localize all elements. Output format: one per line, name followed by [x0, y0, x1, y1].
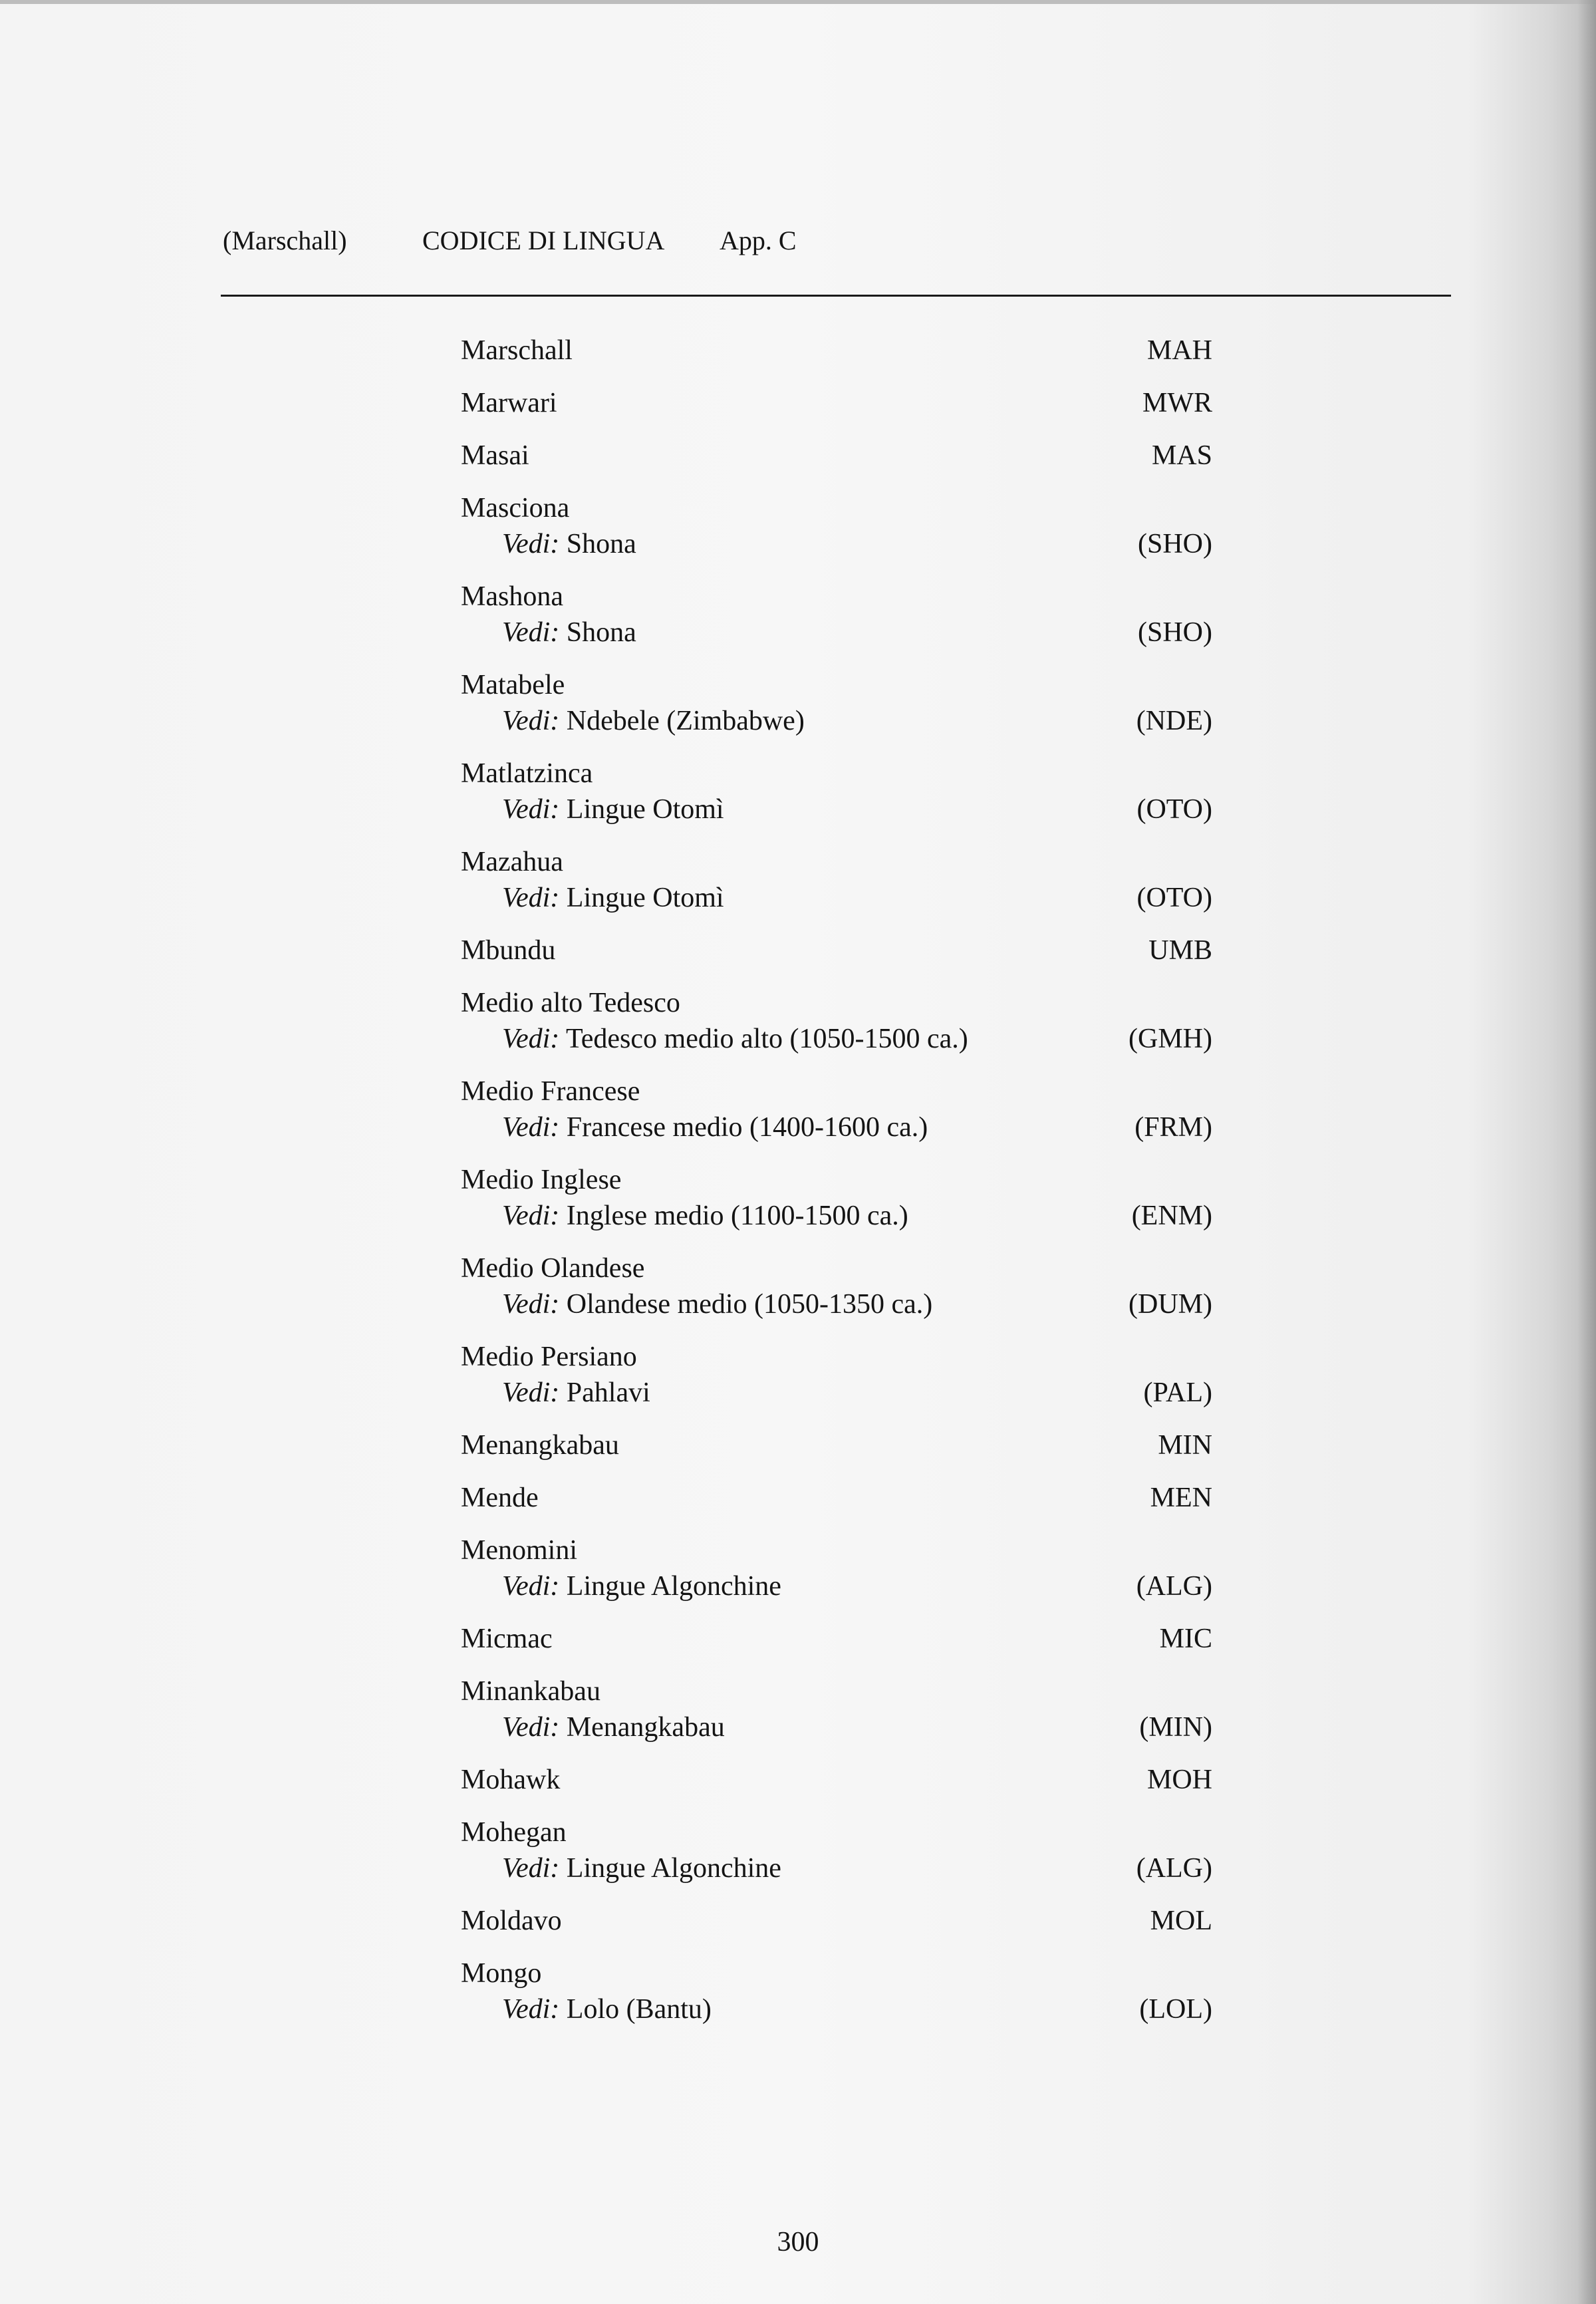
language-name: Matlatzinca — [461, 758, 593, 789]
vedi-label: Vedi: — [502, 1024, 560, 1054]
vedi-label: Vedi: — [502, 1112, 560, 1143]
language-code: MIN — [1158, 1430, 1212, 1461]
see-reference — [461, 880, 1212, 916]
list-item — [461, 1339, 1212, 1411]
see-reference — [461, 526, 1212, 562]
list-item — [461, 1162, 1212, 1234]
list-item — [461, 1250, 1212, 1322]
see-target: Shona — [566, 529, 636, 559]
see-reference — [461, 1198, 1212, 1234]
language-code-list — [461, 333, 1212, 2044]
language-name: Minankabau — [461, 1676, 600, 1707]
language-name: Marschall — [461, 335, 573, 366]
language-code: MIC — [1159, 1624, 1212, 1654]
language-code: (GMH) — [1129, 1024, 1212, 1054]
language-code: (SHO) — [1138, 529, 1212, 559]
language-code: UMB — [1148, 935, 1212, 966]
language-code: MAH — [1146, 335, 1212, 366]
see-target: Ndebele (Zimbabwe) — [566, 706, 805, 736]
see-reference — [461, 1991, 1212, 2027]
list-item — [461, 385, 1212, 421]
language-code: (PAL) — [1143, 1377, 1212, 1408]
list-item — [461, 490, 1212, 562]
vedi-label: Vedi: — [502, 794, 560, 825]
see-reference — [461, 1568, 1212, 1604]
language-name: Matabele — [461, 670, 565, 700]
vedi-label: Vedi: — [502, 1289, 560, 1320]
see-reference — [461, 1375, 1212, 1411]
language-code: (MIN) — [1139, 1712, 1212, 1743]
language-code: (FRM) — [1134, 1112, 1212, 1143]
language-code: (DUM) — [1129, 1289, 1212, 1320]
see-target: Tedesco medio alto (1050-1500 ca.) — [566, 1024, 968, 1054]
see-reference — [461, 1021, 1212, 1057]
language-name: Medio Persiano — [461, 1342, 637, 1372]
language-name: Micmac — [461, 1624, 553, 1654]
see-reference — [461, 1850, 1212, 1886]
vedi-label: Vedi: — [502, 529, 560, 559]
list-item — [461, 1621, 1212, 1657]
see-target: Olandese medio (1050-1350 ca.) — [566, 1289, 933, 1320]
language-name: Medio Olandese — [461, 1253, 645, 1284]
see-target: Lingue Otomì — [566, 883, 724, 913]
vedi-label: Vedi: — [502, 1201, 560, 1231]
list-item — [461, 667, 1212, 739]
language-name: Mazahua — [461, 847, 563, 877]
vedi-label: Vedi: — [502, 617, 560, 648]
vedi-label: Vedi: — [502, 1994, 560, 2025]
language-name: Medio Inglese — [461, 1165, 622, 1195]
list-item — [461, 985, 1212, 1057]
language-name: Masai — [461, 440, 529, 471]
page-top-edge — [0, 0, 1596, 4]
see-reference — [461, 1709, 1212, 1745]
list-item — [461, 1903, 1212, 1939]
header-rule — [221, 295, 1451, 297]
list-item — [461, 1762, 1212, 1798]
list-item — [461, 1673, 1212, 1745]
language-code: MOL — [1150, 1906, 1212, 1936]
see-target: Lingue Algonchine — [566, 1571, 781, 1602]
see-target: Inglese medio (1100-1500 ca.) — [566, 1201, 908, 1231]
list-item — [461, 1074, 1212, 1145]
language-name: Marwari — [461, 388, 557, 418]
list-item — [461, 1955, 1212, 2027]
language-name: Mashona — [461, 581, 563, 612]
list-item — [461, 1814, 1212, 1886]
list-item — [461, 844, 1212, 916]
see-target: Menangkabau — [566, 1712, 725, 1743]
vedi-label: Vedi: — [502, 1712, 560, 1743]
vedi-label: Vedi: — [502, 883, 560, 913]
vedi-label: Vedi: — [502, 1377, 560, 1408]
page-number: 300 — [777, 2227, 819, 2257]
language-code: (LOL) — [1139, 1994, 1212, 2025]
page-fold-shadow — [1577, 0, 1596, 2304]
language-code: MAS — [1151, 440, 1212, 471]
see-reference — [461, 792, 1212, 827]
see-target: Lolo (Bantu) — [566, 1994, 712, 2025]
list-item — [461, 933, 1212, 968]
header-title: CODICE DI LINGUA — [422, 225, 665, 255]
language-name: Menangkabau — [461, 1430, 619, 1461]
language-name: Moldavo — [461, 1906, 562, 1936]
see-target: Pahlavi — [566, 1377, 650, 1408]
language-name: Mongo — [461, 1958, 542, 1989]
language-name: Medio alto Tedesco — [461, 988, 680, 1018]
language-code: (ALG) — [1136, 1571, 1212, 1602]
language-name: Menomini — [461, 1535, 577, 1566]
vedi-label: Vedi: — [502, 1571, 560, 1602]
language-name: Mohegan — [461, 1817, 567, 1848]
header-section-label: (Marschall) — [223, 225, 347, 255]
list-item — [461, 1427, 1212, 1463]
language-name: Mbundu — [461, 935, 556, 966]
list-item — [461, 333, 1212, 368]
see-target: Francese medio (1400-1600 ca.) — [566, 1112, 928, 1143]
see-target: Lingue Algonchine — [566, 1853, 781, 1884]
header-appendix: App. C — [720, 225, 797, 255]
language-code: (ALG) — [1136, 1853, 1212, 1884]
language-name: Mende — [461, 1483, 539, 1513]
language-code: (OTO) — [1136, 883, 1212, 913]
vedi-label: Vedi: — [502, 1853, 560, 1884]
see-reference — [461, 703, 1212, 739]
language-code: (OTO) — [1136, 794, 1212, 825]
language-code: (SHO) — [1138, 617, 1212, 648]
list-item — [461, 1532, 1212, 1604]
list-item — [461, 438, 1212, 474]
language-code: MOH — [1146, 1765, 1212, 1795]
language-name: Masciona — [461, 493, 570, 523]
language-code: (ENM) — [1131, 1201, 1212, 1231]
language-name: Mohawk — [461, 1765, 561, 1795]
language-code: (NDE) — [1136, 706, 1212, 736]
vedi-label: Vedi: — [502, 706, 560, 736]
see-reference — [461, 615, 1212, 650]
list-item — [461, 579, 1212, 650]
see-reference — [461, 1109, 1212, 1145]
language-code: MWR — [1142, 388, 1212, 418]
list-item — [461, 1480, 1212, 1516]
language-code: MEN — [1150, 1483, 1212, 1513]
language-name: Medio Francese — [461, 1076, 640, 1107]
list-item — [461, 756, 1212, 827]
see-reference — [461, 1286, 1212, 1322]
see-target: Lingue Otomì — [566, 794, 724, 825]
see-target: Shona — [566, 617, 636, 648]
